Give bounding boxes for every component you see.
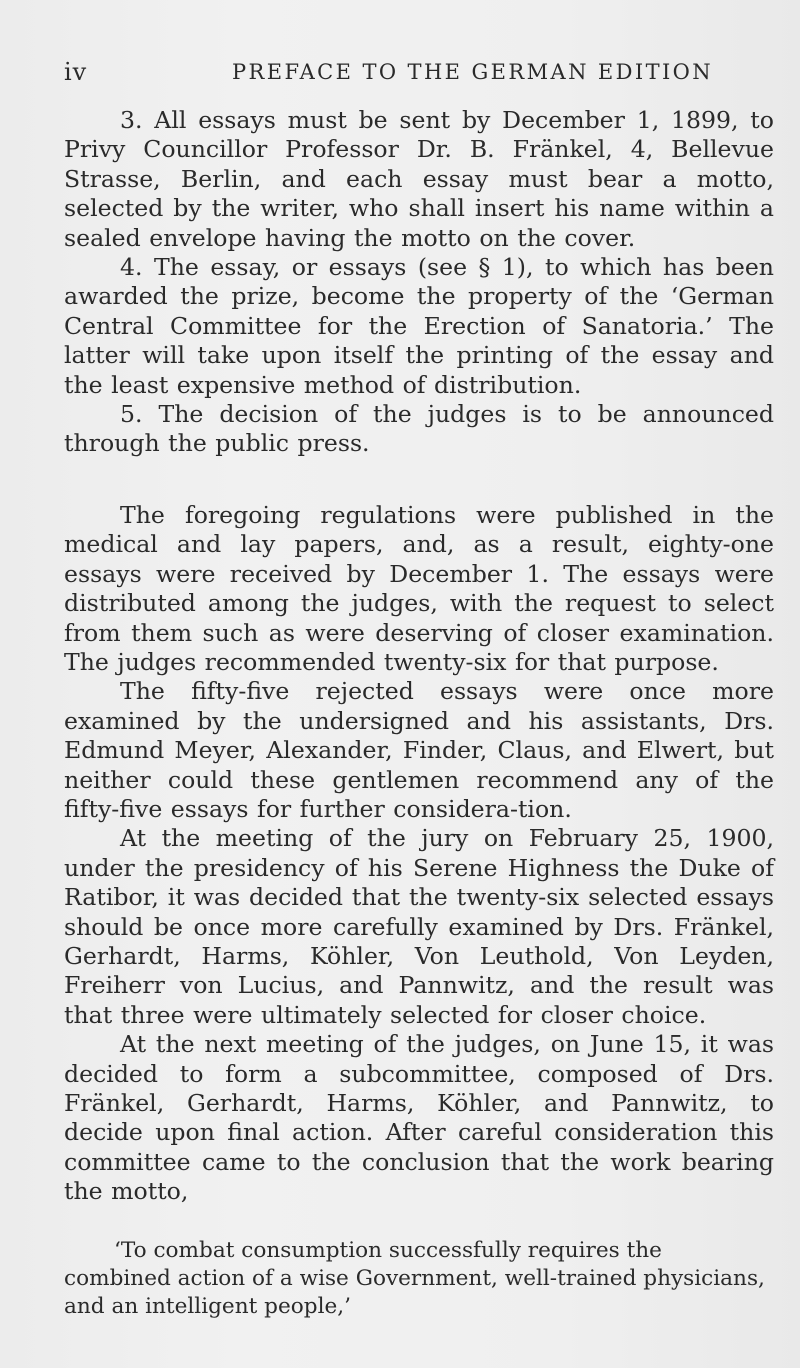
paragraph-foregoing-regulations: The foregoing regulations were published in the medical and lay papers, and, as a result, eighty-one essays were received by December 1. The essays were distributed among the judges, with the request to select from them such as were deserving of closer examination. The judges recommended twenty-six for that purpose. [64, 500, 774, 676]
rule-4: 4. The essay, or essays (see § 1), to which has been awarded the prize, become the property of the ‘German Central Committee for the Erection of Sanatoria.’ The latter will take upon itself the printing of the essay and the least expensive method of distribution. [64, 253, 774, 399]
paragraph-jury-meeting: At the meeting of the jury on February 25, 1900, under the presidency of his Serene Highness the Duke of Ratibor, it was decided that the twenty-six selected essays should be once more carefully examined by Drs. Fränkel, Gerhardt, Harms, Köhler, Von Leuthold, Von Leyden, Freiherr von Lucius, and Pannwitz, and the result was that three were ultimately selected for closer choice. [64, 824, 774, 1029]
motto-quote: ‘To combat consumption successfully requires the combined action of a wise Government, well-trained physicians, and an intelligent people,’ [64, 1237, 765, 1319]
paragraph-subcommittee: At the next meeting of the judges, on June 15, it was decided to form a subcommittee, composed of Drs. Fränkel, Gerhardt, Harms, Köhler, and Pannwitz, to decide upon final action. After careful consideration this committee came to the conclusion that the work bearing the motto, [64, 1030, 774, 1206]
rule-3: 3. All essays must be sent by December 1, 1899, to Privy Councillor Professor Dr. B. Fränkel, 4, Bellevue Strasse, Berlin, and each essay must bear a motto, selected by the writer, who shall insert his name within a sealed envelope having the motto on the cover. [64, 106, 774, 252]
page-number: iv [64, 58, 88, 86]
running-head: PREFACE TO THE GERMAN EDITION [232, 60, 714, 84]
rule-5: 5. The decision of the judges is to be announced through the public press. [64, 400, 774, 458]
paragraph-rejected-essays: The fifty-five rejected essays were once more examined by the undersigned and his assistants, Drs. Edmund Meyer, Alexander, Finder, Claus, and Elwert, but neither could these gentlemen recommend any of the fifty-five essays for further considera-tion. [64, 677, 774, 823]
page-body [64, 106, 774, 1321]
page-header [64, 58, 774, 92]
